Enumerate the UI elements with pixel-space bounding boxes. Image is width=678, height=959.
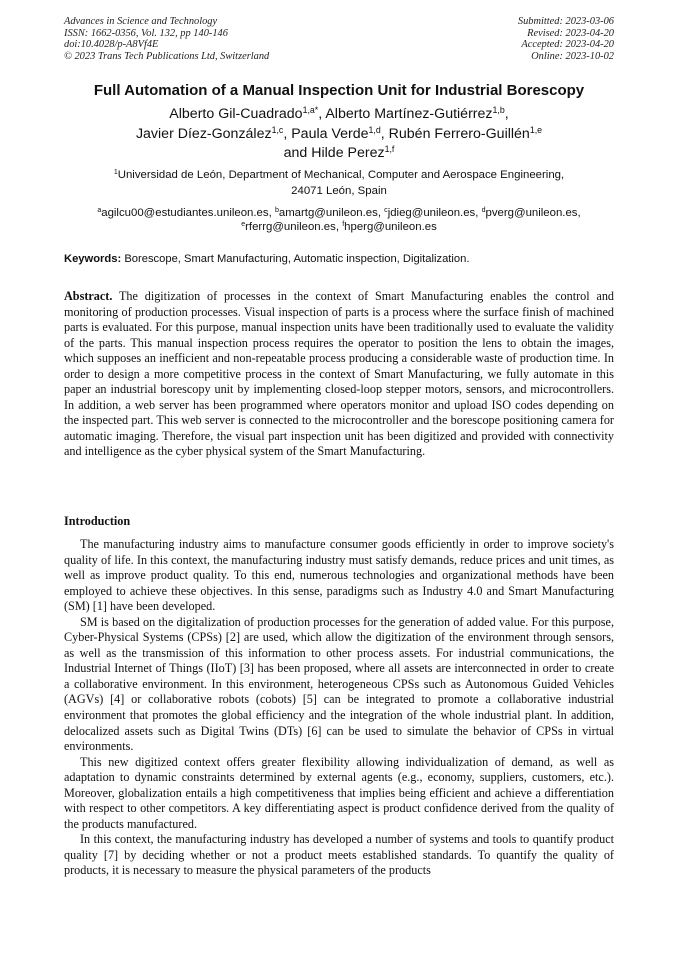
email-superscript: e — [241, 221, 246, 229]
author-superscript: 1,b — [492, 105, 505, 116]
accepted-date: Accepted: 2023-04-20 — [521, 39, 614, 51]
email-link[interactable]: rferrg@unileon.es — [245, 221, 336, 233]
abstract — [64, 289, 614, 460]
issn-line: ISSN: 1662-0356, Vol. 132, pp 140-146 — [64, 27, 228, 39]
paragraph: This new digitized context offers greater flexibility allowing individualization of demand, as well as adaptation to dynamic constraints determined by external agents (e.g., economy, suppliers, customers, etc.). Moreover, globalization entails a high competitiveness that implies being efficient and achieve a differentiation with respect to other competitors. A key differentiating aspect is product confidence derived from the quality of the products manufactured. — [64, 754, 614, 831]
author-superscript: 1,d — [368, 124, 381, 135]
email-superscript: b — [274, 207, 279, 215]
author-name: Alberto Martínez-Gutiérrez — [325, 106, 493, 122]
keywords-text: Borescope, Smart Manufacturing, Automatic inspection, Digitalization. — [124, 253, 470, 265]
author-superscript: 1,e — [529, 124, 543, 135]
author-superscript: 1,c — [271, 124, 284, 135]
email-superscript: f — [342, 221, 345, 229]
submitted-date: Submitted: 2023-03-06 — [517, 16, 614, 27]
section-heading-introduction: Introduction — [64, 514, 131, 528]
author-superscript: 1,f — [384, 144, 395, 155]
introduction-body — [64, 537, 614, 879]
affiliation-line-2: 24071 León, Spain — [291, 184, 387, 197]
paragraph: The manufacturing industry aims to manufacture consumer goods efficiently in order to improve society's quality of life. In this context, the manufacturing industry must satisfy demands, reduce prices and unit times, as well as improve product quality. To this end, numerous technologies and organizational methods have been employed to achieve these objectives. In this sense, paradigms such as Industry 4.0 and Smart Manufacturing (SM) [1] have been developed. — [64, 537, 614, 614]
author-name: Paula Verde — [291, 125, 369, 142]
affiliation — [60, 168, 618, 199]
paragraph: In this context, the manufacturing industry has developed a number of systems and tools to quantify product quality [7] by deciding whether or not a product meets established standards. To quantify the quality of products, it is necessary to measure the physical parameters of the products — [64, 832, 614, 878]
keywords-label: Keywords: — [64, 253, 122, 265]
email-link[interactable]: pverg@unileon.es — [485, 207, 578, 219]
email-superscript: a — [97, 207, 102, 215]
email-list: $^a$agilcu00@estudiantes.unileon.es, $^b$amartg@unileon.es, $^c$jdieg@unileon.es, $^d$pverg@unileon.es, $^e$rferrg@unileon.es, $^f$hperg@unileon.es — [97, 207, 581, 233]
affiliation-superscript: 1 — [113, 169, 118, 177]
journal-name: Advances in Science and Technology — [64, 16, 218, 27]
author-name: Rubén Ferrero-Guillén — [388, 125, 530, 142]
abstract-label: Abstract. — [64, 289, 113, 303]
email-superscript: d — [481, 207, 486, 215]
online-date: Online: 2023-10-02 — [531, 50, 614, 62]
paper-title: Full Automation of a Manual Inspection Unit for Industrial Borescopy — [93, 82, 585, 99]
email-superscript: c — [384, 207, 388, 215]
email-link[interactable]: amartg@unileon.es — [278, 207, 378, 219]
abstract-text: The digitization of processes in the context of Smart Manufacturing enables the control and monitoring of production processes. Visual inspection of parts is a process where the surface finish of machined parts is evaluated. For this purpose, manual inspection units have been traditionally used to evaluate the validity of the parts. This manual inspection process requires the operator to position the lens to obtain the images, which supposes an inefficient and non-repeatable process producing a considerable waste of production time. In order to design a more competitive process in the context of Smart Manufacturing, we fully automate in this paper an industrial borescopy unit by implementing closed-loop stepper motors, sensors, and microcontrollers. In addition, a web server has been programmed where operators monitor and upload ISO codes depending on the inspected part. This web server is connected to the microcontroller and the borescope positioning camera for automatic imaging. Therefore, the visual part inspection unit has been digitized and provided with connectivity and intelligence as the cyber physical system of the Smart Manufacturing. — [64, 289, 615, 459]
email-link[interactable]: agilcu00@estudiantes.unileon.es — [101, 207, 269, 219]
keywords — [64, 253, 614, 265]
journal-info — [64, 16, 269, 62]
affiliation-line-1: Universidad de León, Department of Mechanical, Computer and Aerospace Engineering, — [117, 169, 565, 181]
publication-dates — [518, 16, 614, 62]
doi-line[interactable]: doi:10.4028/p-A8Vf4E — [64, 39, 159, 51]
email-link[interactable]: hperg@unileon.es — [344, 221, 437, 233]
author-name: Alberto Gil-Cuadrado — [169, 106, 303, 122]
author-connector: and — [283, 145, 308, 161]
author-name: Hilde Perez — [311, 145, 385, 161]
copyright-line: © 2023 Trans Tech Publications Ltd, Switzerland — [64, 50, 270, 62]
email-link[interactable]: jdieg@unileon.es — [387, 207, 476, 219]
revised-date: Revised: 2023-04-20 — [527, 27, 614, 39]
author-name: Javier Díez-González — [135, 125, 272, 142]
paragraph: SM is based on the digitalization of production processes for the generation of added value. For this purpose, Cyber-Physical Systems (CPSs) [2] are used, which allow the digitization of the environment through sensors, as well as the transmission of this information to other process assets. For industrial communications, the Industrial Internet of Things (IIoT) [3] has been proposed, where all assets are interconnected in order to create a collaborative environment. In this environment, heterogeneous CPSs such as Autonomous Guided Vehicles (AGVs) [4] or collaborative robots (cobots) [5] can be integrated to promote a collaborative industrial environment that promotes the global efficiency and the integration of the whole industrial plant. In addition, delocalized assets such as Digital Twins (DTs) [6] can be used to simulate the behavior of CPSs in virtual environments. — [64, 614, 614, 754]
author-list: Alberto Gil-Cuadrado$^{1,a*}$, Alberto Martínez-Gutiérrez$^{1,b}$, Javier Díez-González$^{1,c}$, Paula Verde$^{1,d}$, Rubén Ferrero-Guillén$^{1,e}$ and Hilde Perez$^{1,f}$ — [135, 105, 543, 161]
author-superscript: 1,a* — [302, 105, 319, 116]
